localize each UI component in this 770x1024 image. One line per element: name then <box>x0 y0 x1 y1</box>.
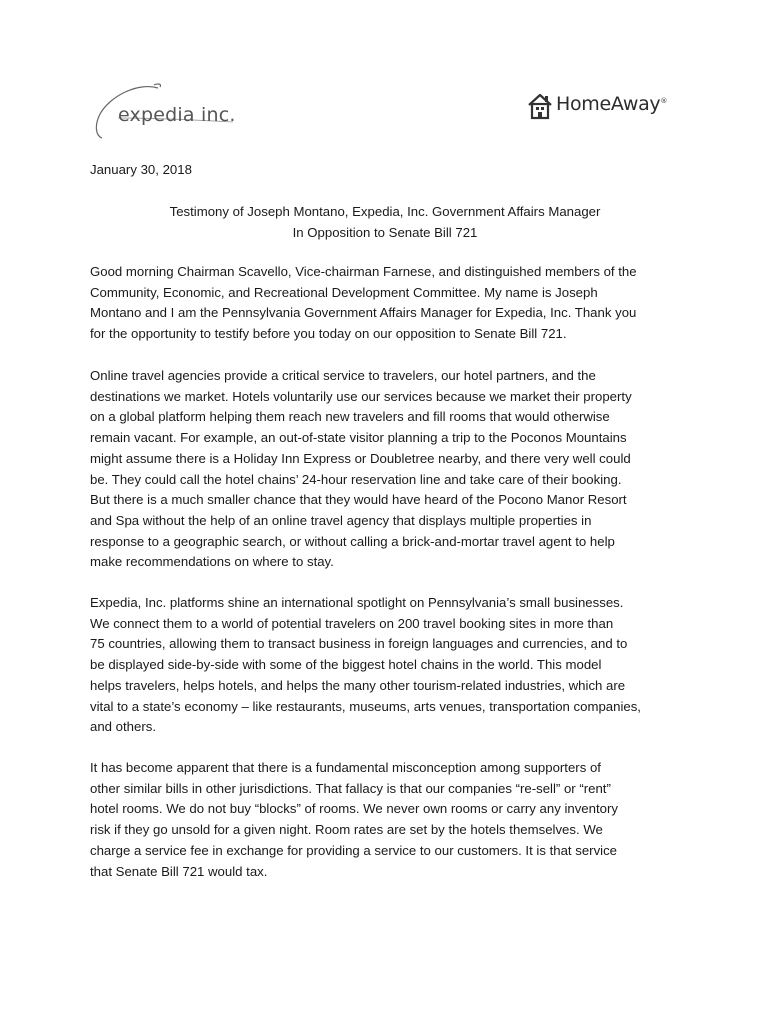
title-line-2: In Opposition to Senate Bill 721 <box>292 224 478 240</box>
text-line: be. They could call the hotel chains’ 24-hour reservation line and take care of their booking. <box>90 471 622 487</box>
homeaway-logo <box>526 92 676 122</box>
text-line: We connect them to a world of potential travelers on 200 travel booking sites in more than <box>90 615 614 631</box>
paragraph-online-travel-agencies <box>90 366 690 573</box>
house-icon <box>526 92 556 122</box>
text-line: Online travel agencies provide a critical service to travelers, our hotel partners, and the <box>90 368 596 383</box>
expedia-logo-text: expedia inc. <box>118 104 236 126</box>
text-line: might assume there is a Holiday Inn Express or Doubletree nearby, and there very well could <box>90 450 631 466</box>
letter-date: January 30, 2018 <box>90 162 192 177</box>
title-line-1: Testimony of Joseph Montano, Expedia, Inc. Government Affairs Manager <box>169 204 601 219</box>
text-line: destinations we market. Hotels voluntarily use our services because we market their property <box>90 388 632 404</box>
text-line: on a global platform helping them reach new travelers and fill rooms that would otherwise <box>90 409 610 425</box>
text-line: helps travelers, helps hotels, and helps the many other tourism-related industries, which are <box>90 677 626 693</box>
text-line: charge a service fee in exchange for providing a service to our customers. It is that service <box>90 842 618 858</box>
text-line: remain vacant. For example, an out-of-state visitor planning a trip to the Poconos Mountains <box>90 430 627 446</box>
text-line: hotel rooms. We do not buy “blocks” of rooms. We never own rooms or carry any inventory <box>90 801 618 817</box>
text-line: be displayed side-by-side with some of the biggest hotel chains in the world. This model <box>90 657 602 673</box>
text-line: But there is a much smaller chance that they would have heard of the Pocono Manor Resort <box>90 492 627 508</box>
testimony-title <box>90 202 680 243</box>
text-line: It has become apparent that there is a fundamental misconception among supporters of <box>90 760 601 775</box>
text-line: risk if they go unsold for a given night. Room rates are set by the hotels themselves. We <box>90 822 603 838</box>
text-line: that Senate Bill 721 would tax. <box>90 863 268 879</box>
expedia-logo <box>88 78 248 142</box>
text-line: response to a geographic search, or without calling a brick-and-mortar travel agent to help <box>90 533 615 549</box>
text-line: other similar bills in other jurisdictions. That fallacy is that our companies “re-sell” or “rent” <box>90 780 611 796</box>
text-line: vital to a state’s economy – like restaurants, museums, arts venues, transportation companies, <box>90 698 641 714</box>
paragraph-misconception <box>90 758 690 882</box>
text-line: 75 countries, allowing them to transact business in foreign languages and currencies, and to <box>90 636 628 652</box>
text-line: for the opportunity to testify before you today on our opposition to Senate Bill 721. <box>90 326 567 342</box>
text-line: Montano and I am the Pennsylvania Government Affairs Manager for Expedia, Inc. Thank you <box>90 305 637 321</box>
paragraph-international-spotlight <box>90 593 690 738</box>
homeaway-logo-text: HomeAway® <box>556 93 668 115</box>
text-line: Expedia, Inc. platforms shine an international spotlight on Pennsylvania’s small businesses. <box>90 595 624 610</box>
text-line: and Spa without the help of an online travel agency that displays multiple properties in <box>90 512 592 528</box>
text-line: and others. <box>90 719 156 735</box>
paragraph-introduction <box>90 262 690 345</box>
text-line: make recommendations on where to stay. <box>90 554 334 570</box>
text-line: Community, Economic, and Recreational Development Committee. My name is Joseph <box>90 284 598 300</box>
text-line: Good morning Chairman Scavello, Vice-chairman Farnese, and distinguished members of the <box>90 264 637 279</box>
